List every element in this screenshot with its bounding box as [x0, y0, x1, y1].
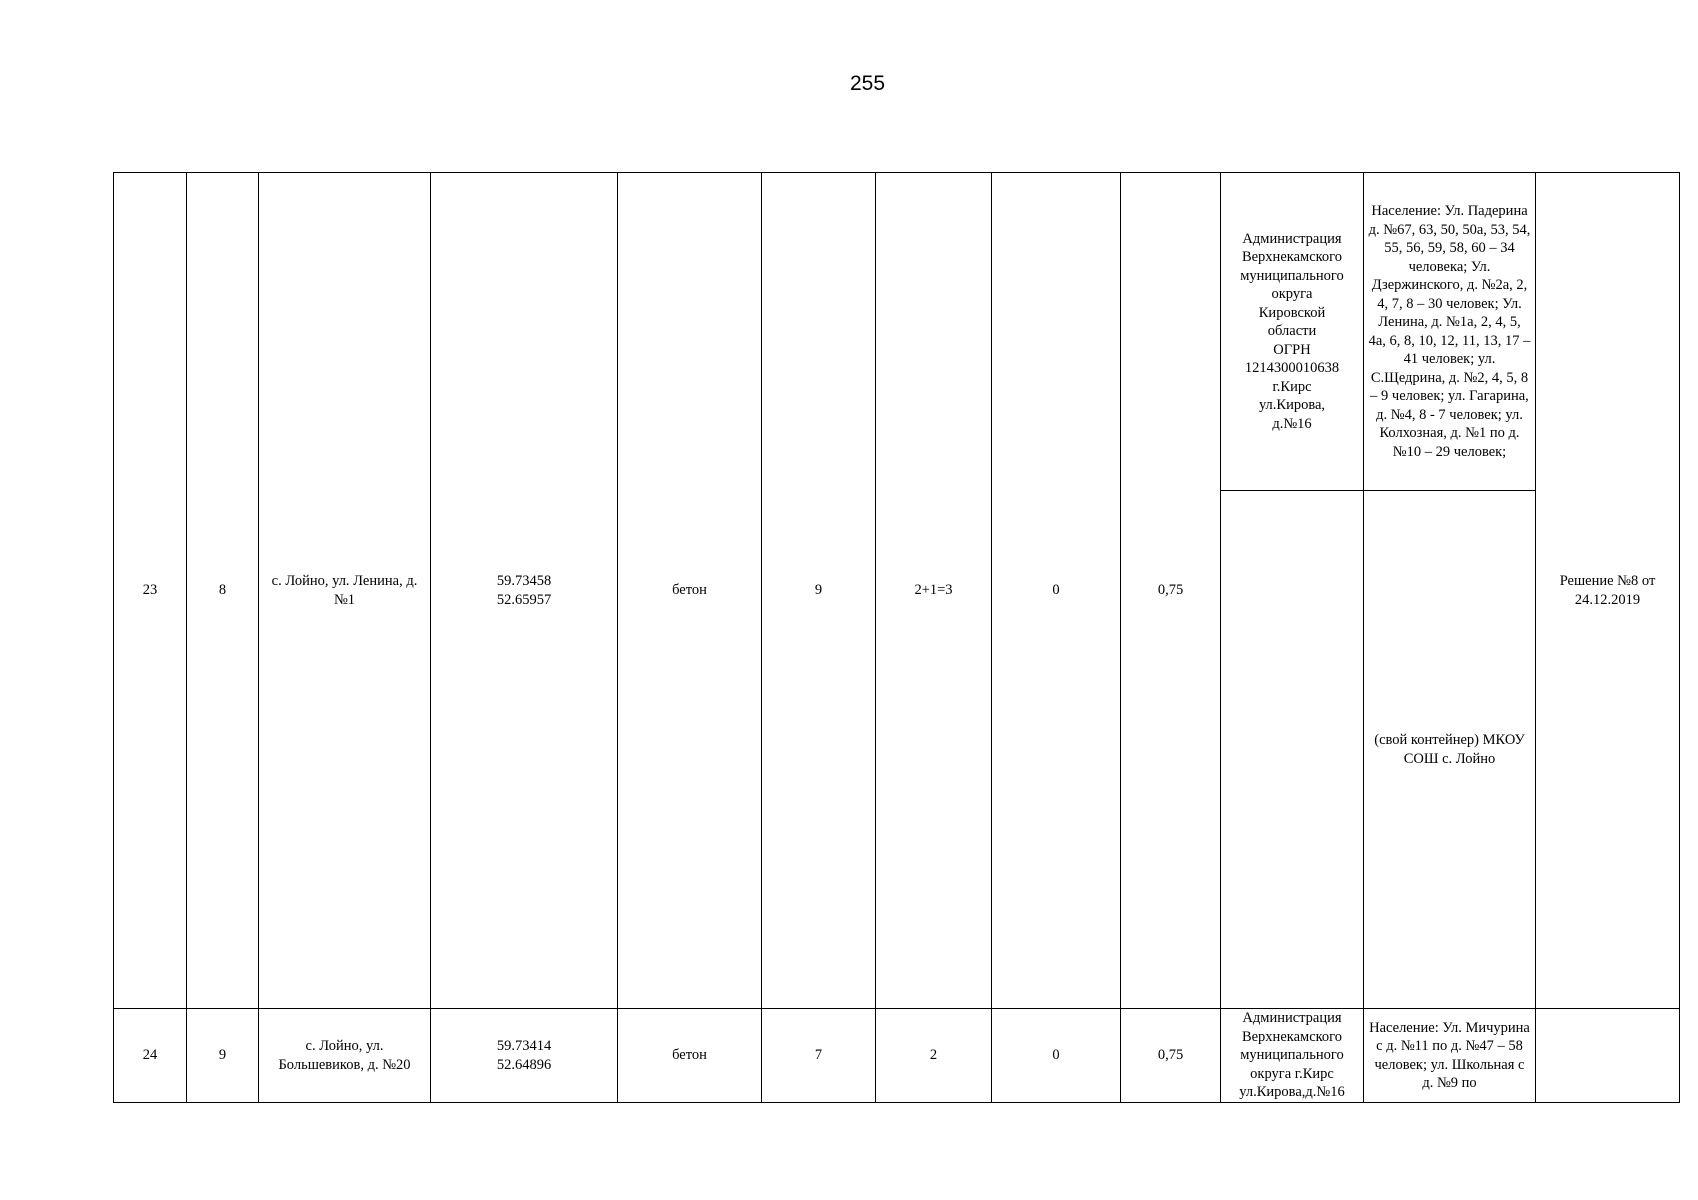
- container-count-cell: 2: [876, 1009, 992, 1103]
- surface-material-cell: бетон: [618, 173, 762, 1009]
- waste-sources-cell: Население: Ул. Падерина д. №67, 63, 50, 50а, 53, 54, 55, 56, 59, 58, 60 – 34 человека; Ул. Дзержинского, д. №2а, 2, 4, 7, 8 – 30 человек; Ул. Ленина, д. №1а, 2, 4, 5, 4а, 6, 8, 10, 12, 11, 13, 17 – 41 человек; ул. С.Щедрина, д. №2, 4, 5, 8 – 9 человек; ул. Гагарина, д. №4, 8 - 7 человек; ул. Колхозная, д. №1 по д. №10 – 29 человек;: [1364, 173, 1536, 491]
- waste-sources-cell: Население: Ул. Мичурина с д. №11 по д. №47 – 58 человек; ул. Школьная с д. №9 по: [1364, 1009, 1536, 1103]
- decision-cell: [1536, 1009, 1680, 1103]
- surface-material-cell: бетон: [618, 1009, 762, 1103]
- site-number-cell: 9: [187, 1009, 259, 1103]
- page-number: 255: [849, 72, 886, 95]
- row-number-cell: 23: [114, 173, 187, 1009]
- planned-containers-cell: 0: [992, 173, 1121, 1009]
- site-number-cell: 8: [187, 173, 259, 1009]
- owner-cell: Администрация Верхнекамского муниципального округа Кировской области ОГРН 1214300010638 г.Кирс ул.Кирова, д.№16: [1221, 173, 1364, 491]
- table-row: [114, 1009, 1680, 1103]
- container-volume-cell: 0,75: [1121, 1009, 1221, 1103]
- decision-cell: Решение №8 от 24.12.2019: [1536, 173, 1680, 1009]
- coordinates-cell: 59.73414 52.64896: [431, 1009, 618, 1103]
- address-cell: с. Лойно, ул. Большевиков, д. №20: [259, 1009, 431, 1103]
- container-sites-table: [113, 172, 1680, 1103]
- planned-containers-cell: 0: [992, 1009, 1121, 1103]
- row-number-cell: 24: [114, 1009, 187, 1103]
- owner-cell: Администрация Верхнекамского муниципального округа г.Кирс ул.Кирова,д.№16: [1221, 1009, 1364, 1103]
- container-count-cell: 2+1=3: [876, 173, 992, 1009]
- owner-cell: [1221, 491, 1364, 1009]
- container-volume-cell: 0,75: [1121, 173, 1221, 1009]
- coordinates-cell: 59.73458 52.65957: [431, 173, 618, 1009]
- area-cell: 9: [762, 173, 876, 1009]
- table-row: [114, 173, 1680, 491]
- waste-sources-cell: (свой контейнер) МКОУ СОШ с. Лойно: [1364, 491, 1536, 1009]
- address-cell: с. Лойно, ул. Ленина, д. №1: [259, 173, 431, 1009]
- area-cell: 7: [762, 1009, 876, 1103]
